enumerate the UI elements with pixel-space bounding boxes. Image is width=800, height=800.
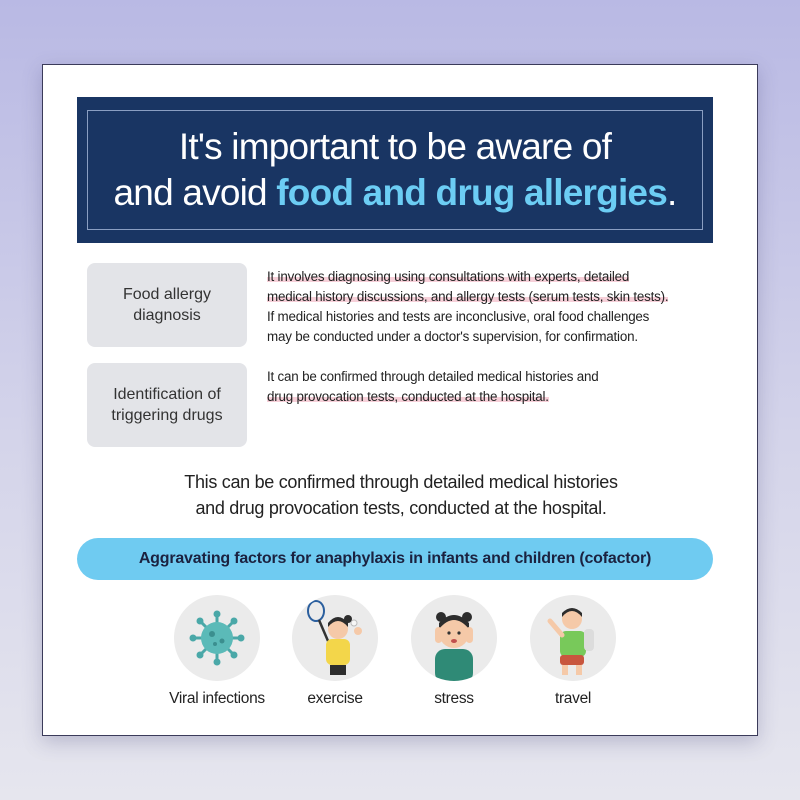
- description-line: If medical histories and tests are inconclusive, oral food challenges: [267, 309, 650, 324]
- factor-label: travel: [554, 690, 592, 707]
- food-allergy-description: [267, 267, 737, 347]
- cofactor-heading-pill: Aggravating factors for anaphylaxis in infants and children (cofactor): [77, 538, 713, 580]
- factor-travel: [508, 595, 638, 725]
- food-allergy-label: Food allergy diagnosis: [87, 263, 247, 347]
- factor-stress: [389, 595, 519, 725]
- factor-label: Viral infections: [169, 690, 265, 707]
- child-badminton-icon: [292, 595, 378, 681]
- title-line-1: It's important to be aware of: [178, 126, 612, 167]
- virus-icon: [174, 595, 260, 681]
- description-line: It involves diagnosing using consultations with experts, detailed: [267, 269, 630, 284]
- factor-viral-infections: [152, 595, 282, 725]
- info-card: [42, 64, 758, 736]
- stressed-child-icon: [411, 595, 497, 681]
- factor-label: exercise: [307, 690, 363, 707]
- title-line-2-end: .: [666, 172, 677, 213]
- title-highlight: food and drug allergies: [276, 172, 667, 213]
- cofactor-list: [43, 595, 759, 725]
- title-line-2-plain: and avoid: [113, 172, 277, 213]
- description-line: may be conducted under a doctor's supervision, for confirmation.: [267, 329, 638, 344]
- description-line: It can be confirmed through detailed medical histories and: [267, 369, 599, 384]
- triggering-drugs-description: [267, 367, 737, 407]
- summary-text: This can be confirmed through detailed medical histories and drug provocation tests, conducted at the hospital.: [184, 472, 618, 518]
- description-line: medical history discussions, and allergy tests (serum tests, skin tests).: [267, 289, 669, 304]
- child-traveler-icon: [530, 595, 616, 681]
- title-banner: [77, 97, 713, 243]
- factor-exercise: [270, 595, 400, 725]
- triggering-drugs-label: Identification of triggering drugs: [87, 363, 247, 447]
- description-line: drug provocation tests, conducted at the hospital.: [267, 389, 549, 404]
- title-line-2: [114, 170, 677, 216]
- factor-label: stress: [434, 690, 474, 707]
- title-banner-frame: [87, 110, 703, 230]
